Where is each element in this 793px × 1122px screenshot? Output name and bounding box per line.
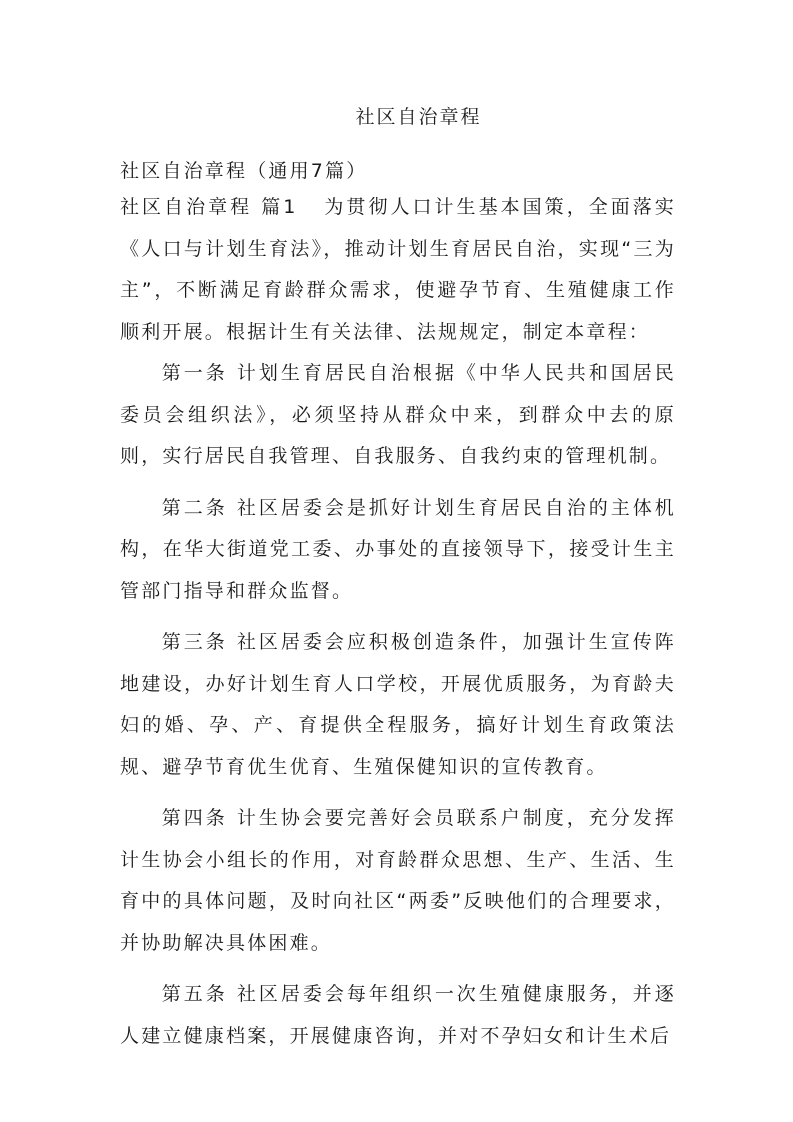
article-5: 第五条 社区居委会每年组织一次生殖健康服务，并逐人建立健康档案，开展健康咨询，并对不孕妇女和计生术后 (120, 983, 676, 1047)
document-subtitle: 社区自治章程（通用7篇） (120, 160, 368, 182)
intro-paragraph (120, 187, 676, 353)
article-4: 第四条 计生协会要完善好会员联系户制度，充分发挥计生协会小组长的作用，对育龄群众思想、生产、生活、生育中的具体问题，及时向社区“两委”反映他们的合理要求，并协助解决具体困难。 (120, 807, 676, 954)
document-body (120, 155, 676, 1057)
article-2: 第二条 社区居委会是抓好计划生育居民自治的主体机构，在华大街道党工委、办事处的直接领导下，接受计生主管部门指导和群众监督。 (120, 496, 676, 602)
article-3: 第三条 社区居委会应积极创造条件，加强计生宣传阵地建设，办好计划生育人口学校，开展优质服务，为育龄夫妇的婚、孕、产、育提供全程服务，搞好计划生育政策法规、避孕节育优生优育、生殖保健知识的宣传教育。 (120, 631, 676, 778)
intro-label: 社区自治章程 篇1 (120, 196, 298, 218)
document-title: 社区自治章程 (355, 106, 482, 128)
intro-text: 为贯彻人口计生基本国策，全面落实《人口与计划生育法》，推动计划生育居民自治，实现“三为主”，不断满足育龄群众需求，使避孕节育、生殖健康工作顺利开展。根据计生有关法律、法规规定，制定本章程： (120, 196, 677, 343)
article-1: 第一条 计划生育居民自治根据《中华人民共和国居民委员会组织法》，必须坚持从群众中来，到群众中去的原则，实行居民自我管理、自我服务、自我约束的管理机制。 (120, 362, 676, 467)
